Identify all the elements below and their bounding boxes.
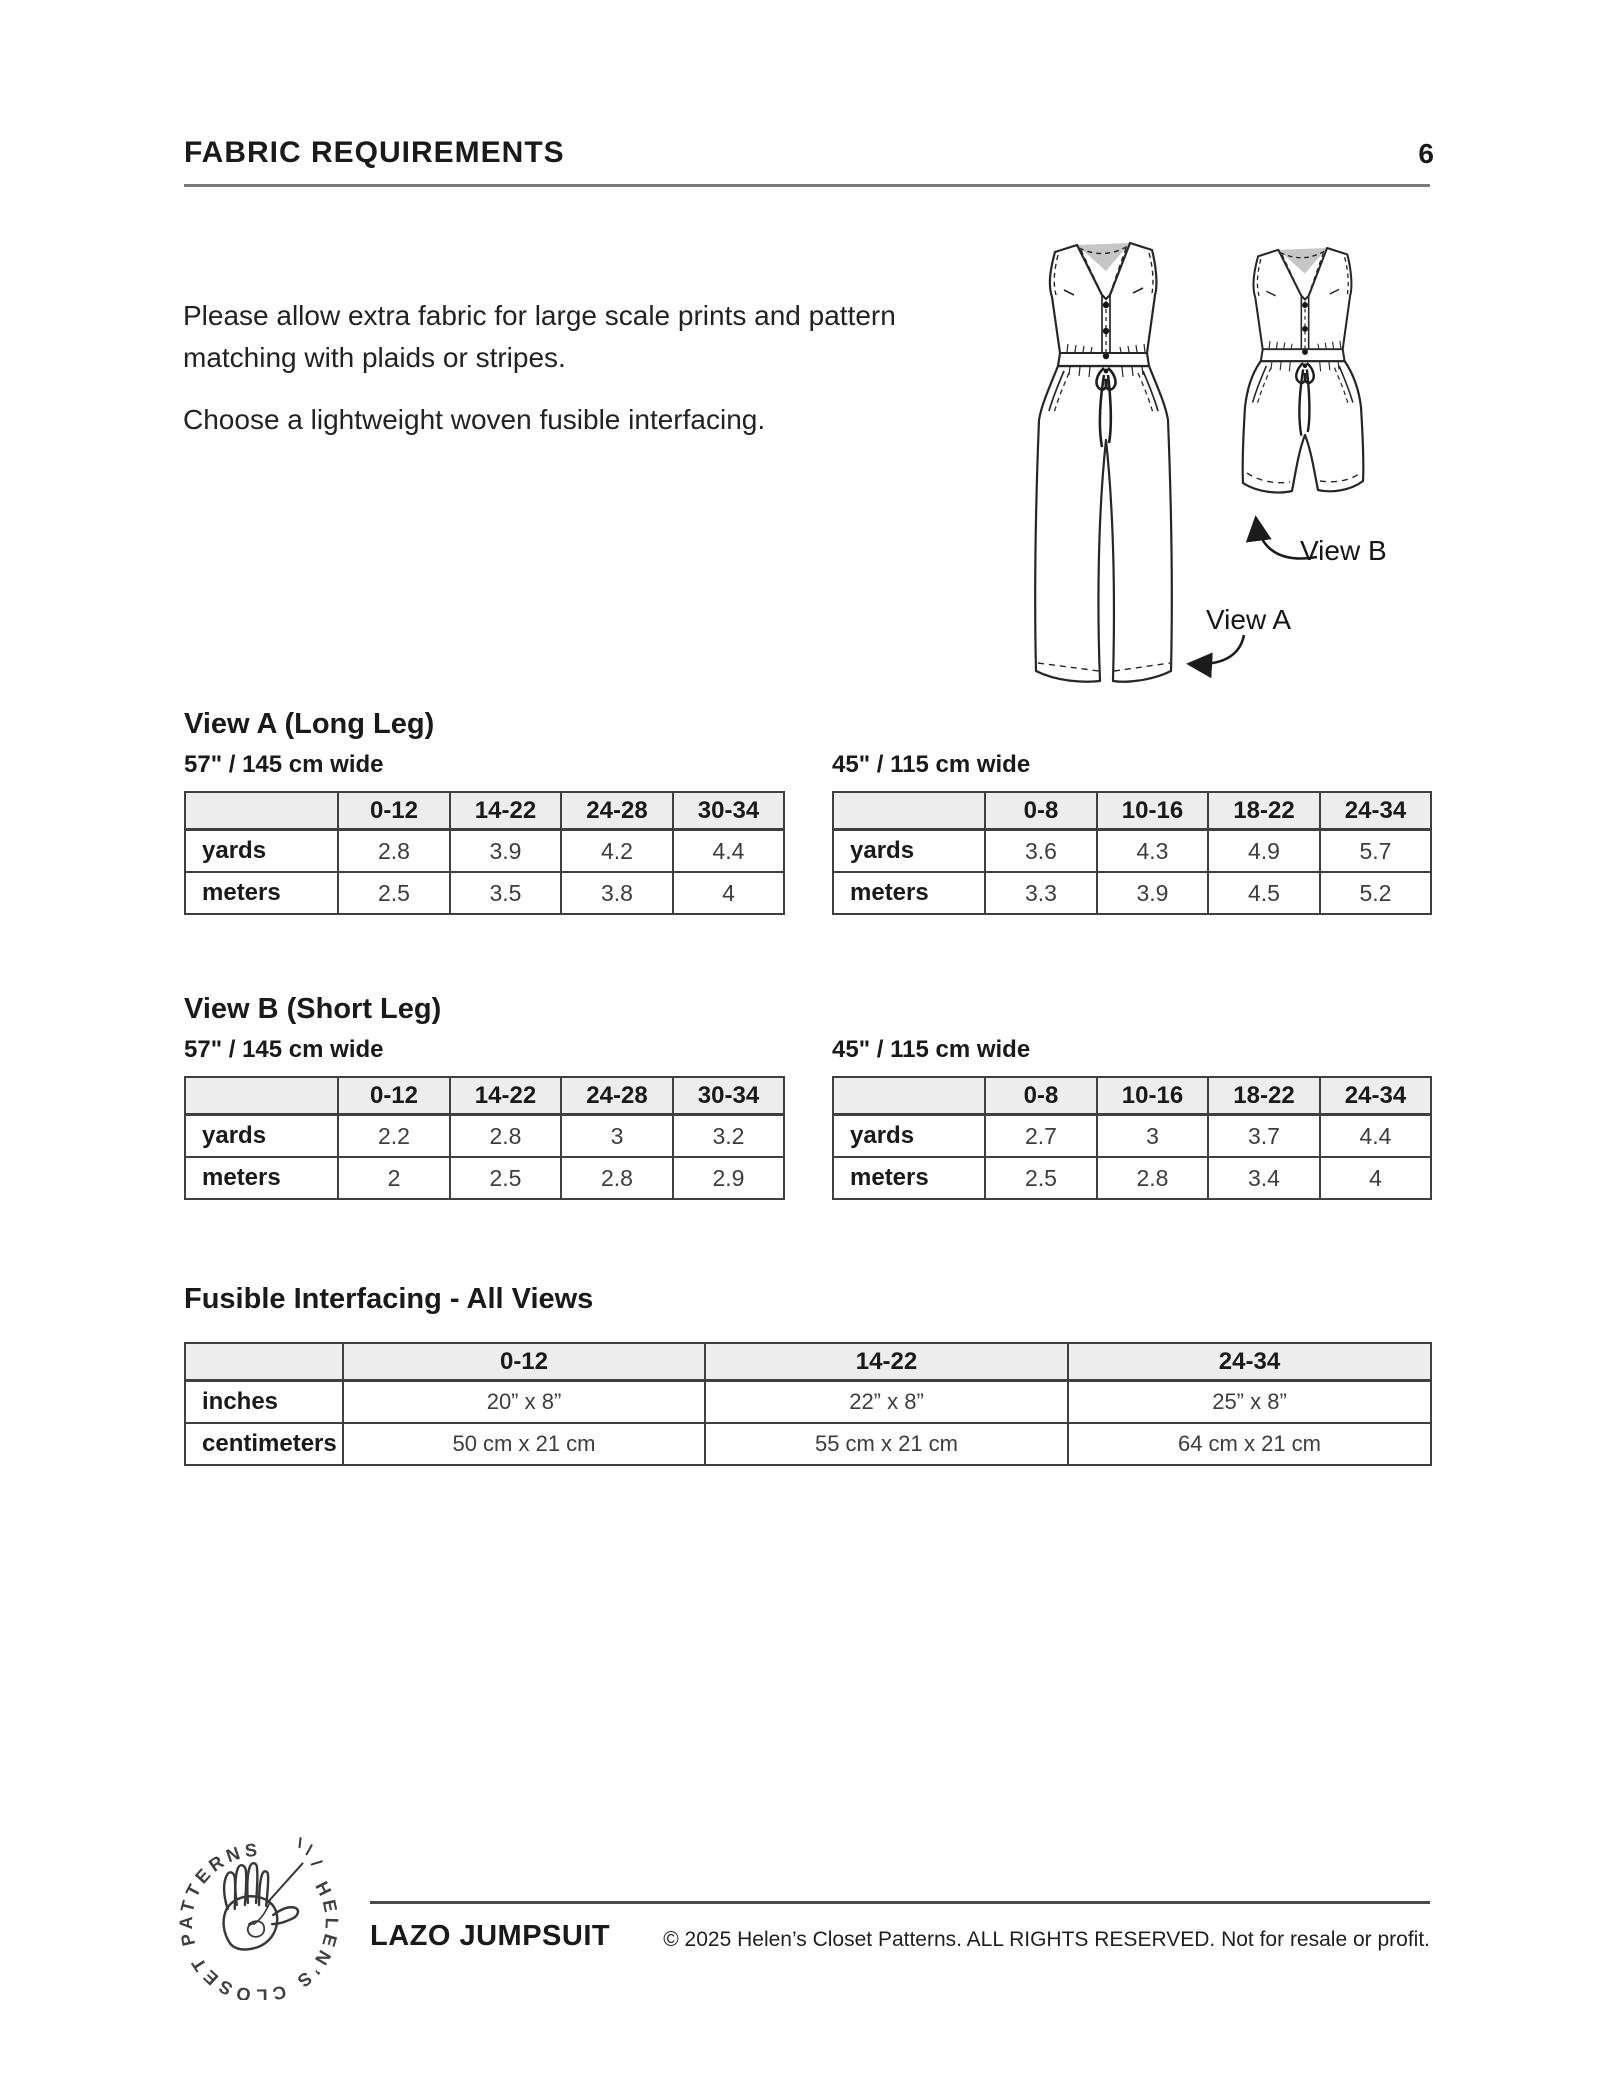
- view-b-drawing: [1243, 248, 1364, 492]
- table-row: [185, 1115, 784, 1158]
- fabric-amount-cell: 3.9: [450, 830, 561, 873]
- fabric-amount-cell: 4.4: [1320, 1115, 1431, 1158]
- fabric-amount-cell: 2.9: [673, 1157, 784, 1199]
- helens-closet-logo: [168, 1828, 340, 2000]
- header-divider: [184, 184, 1430, 187]
- view-a-57in-table-block: [184, 751, 783, 915]
- intro-text: [183, 295, 983, 461]
- section-heading-interfacing: Fusible Interfacing - All Views: [184, 1283, 594, 1315]
- row-label: centimeters: [185, 1423, 343, 1465]
- size-column-header: 24-34: [1068, 1343, 1431, 1381]
- size-column-header: 24-28: [561, 792, 673, 830]
- fabric-amount-cell: 5.2: [1320, 872, 1431, 914]
- row-label: meters: [833, 1157, 985, 1199]
- fabric-amount-cell: 2: [338, 1157, 450, 1199]
- logo-graphic: [168, 1828, 340, 2000]
- fabric-amount-cell: 4.9: [1208, 830, 1320, 873]
- size-column-header: 14-22: [450, 1077, 561, 1115]
- table-header-row: [185, 1343, 1431, 1381]
- row-label: yards: [185, 830, 338, 873]
- table-row: [833, 830, 1431, 873]
- fabric-amount-cell: 4.4: [673, 830, 784, 873]
- section-heading-view-a: View A (Long Leg): [184, 708, 435, 740]
- table-header-row: [833, 792, 1431, 830]
- size-column-header: 14-22: [450, 792, 561, 830]
- table-row: [185, 872, 784, 914]
- table-corner-cell: [185, 792, 338, 830]
- table-row: [185, 1381, 1431, 1424]
- jumpsuit-illustration: [1020, 235, 1430, 715]
- fabric-amount-cell: 2.5: [450, 1157, 561, 1199]
- row-label: inches: [185, 1381, 343, 1424]
- table-row: [185, 1157, 784, 1199]
- fabric-amount-cell: 3.2: [673, 1115, 784, 1158]
- view-a-45in-table-block: [832, 751, 1430, 915]
- fabric-amount-cell: 3.7: [1208, 1115, 1320, 1158]
- view-a-drawing: [1035, 243, 1172, 682]
- view-b-57in-table-block: [184, 1036, 783, 1200]
- intro-paragraph-1: Please allow extra fabric for large scale prints and pattern matching with plaids or stripes.: [183, 300, 896, 373]
- fabric-amount-cell: 2.8: [338, 830, 450, 873]
- interfacing-size-cell: 64 cm x 21 cm: [1068, 1423, 1431, 1465]
- table-row: [833, 872, 1431, 914]
- fabric-amount-cell: 2.5: [985, 1157, 1097, 1199]
- table-corner-cell: [185, 1077, 338, 1115]
- interfacing-table-block: [184, 1342, 1432, 1466]
- fabric-table-view-a-57: [184, 791, 785, 915]
- logo-circular-text: HELEN’S CLOSET PATTERNS: [175, 1839, 340, 2000]
- fabric-amount-cell: 4.2: [561, 830, 673, 873]
- section-heading-view-b: View B (Short Leg): [184, 993, 442, 1025]
- row-label: yards: [185, 1115, 338, 1158]
- jumpsuit-line-art: [1020, 235, 1430, 715]
- size-column-header: 0-8: [985, 1077, 1097, 1115]
- table-header-row: [185, 1077, 784, 1115]
- fabric-amount-cell: 2.7: [985, 1115, 1097, 1158]
- interfacing-size-cell: 22” x 8”: [705, 1381, 1068, 1424]
- interfacing-size-cell: 55 cm x 21 cm: [705, 1423, 1068, 1465]
- fabric-width-subheading: 57" / 145 cm wide: [184, 751, 384, 778]
- copyright-text: © 2025 Helen’s Closet Patterns. ALL RIGHTS RESERVED. Not for resale or profit.: [663, 1928, 1430, 1951]
- size-column-header: 0-12: [338, 1077, 450, 1115]
- row-label: meters: [833, 872, 985, 914]
- page-title: FABRIC REQUIREMENTS: [184, 136, 565, 169]
- pattern-name: LAZO JUMPSUIT: [370, 1920, 611, 1952]
- table-row: [185, 1423, 1431, 1465]
- table-row: [185, 830, 784, 873]
- fabric-amount-cell: 4.5: [1208, 872, 1320, 914]
- size-column-header: 14-22: [705, 1343, 1068, 1381]
- size-column-header: 0-12: [343, 1343, 705, 1381]
- fabric-amount-cell: 3.5: [450, 872, 561, 914]
- fabric-amount-cell: 2.8: [561, 1157, 673, 1199]
- interfacing-table: [184, 1342, 1432, 1466]
- fabric-amount-cell: 2.2: [338, 1115, 450, 1158]
- fabric-width-subheading: 45" / 115 cm wide: [832, 1036, 1031, 1063]
- interfacing-size-cell: 25” x 8”: [1068, 1381, 1431, 1424]
- fabric-table-view-b-57: [184, 1076, 785, 1200]
- table-row: [833, 1157, 1431, 1199]
- table-header-row: [185, 792, 784, 830]
- size-column-header: 18-22: [1208, 792, 1320, 830]
- table-row: [833, 1115, 1431, 1158]
- fabric-table-view-b-45: [832, 1076, 1432, 1200]
- view-b-45in-table-block: [832, 1036, 1430, 1200]
- size-column-header: 30-34: [673, 1077, 784, 1115]
- fabric-width-subheading: 57" / 145 cm wide: [184, 1036, 384, 1063]
- size-column-header: 18-22: [1208, 1077, 1320, 1115]
- size-column-header: 10-16: [1097, 792, 1208, 830]
- fabric-amount-cell: 3.8: [561, 872, 673, 914]
- table-header-row: [833, 1077, 1431, 1115]
- fabric-amount-cell: 3: [1097, 1115, 1208, 1158]
- table-corner-cell: [185, 1343, 343, 1381]
- size-column-header: 0-12: [338, 792, 450, 830]
- page-number: 6: [1418, 138, 1434, 169]
- fabric-amount-cell: 4: [1320, 1157, 1431, 1199]
- fabric-table-view-a-45: [832, 791, 1432, 915]
- size-column-header: 10-16: [1097, 1077, 1208, 1115]
- size-column-header: 24-28: [561, 1077, 673, 1115]
- size-column-header: 24-34: [1320, 792, 1431, 830]
- size-column-header: 30-34: [673, 792, 784, 830]
- fabric-amount-cell: 3.4: [1208, 1157, 1320, 1199]
- fabric-amount-cell: 3: [561, 1115, 673, 1158]
- row-label: meters: [185, 872, 338, 914]
- fabric-amount-cell: 3.3: [985, 872, 1097, 914]
- table-corner-cell: [833, 1077, 985, 1115]
- view-a-arrow: [1190, 635, 1244, 664]
- row-label: yards: [833, 1115, 985, 1158]
- fabric-amount-cell: 4: [673, 872, 784, 914]
- fabric-amount-cell: 2.8: [1097, 1157, 1208, 1199]
- size-column-header: 0-8: [985, 792, 1097, 830]
- interfacing-size-cell: 20” x 8”: [343, 1381, 705, 1424]
- fabric-amount-cell: 2.5: [338, 872, 450, 914]
- intro-paragraph-2: Choose a lightweight woven fusible interfacing.: [183, 404, 766, 435]
- fabric-amount-cell: 5.7: [1320, 830, 1431, 873]
- fabric-amount-cell: 3.6: [985, 830, 1097, 873]
- fabric-amount-cell: 2.8: [450, 1115, 561, 1158]
- view-b-label: View B: [1300, 535, 1387, 566]
- fabric-amount-cell: 3.9: [1097, 872, 1208, 914]
- interfacing-size-cell: 50 cm x 21 cm: [343, 1423, 705, 1465]
- row-label: meters: [185, 1157, 338, 1199]
- row-label: yards: [833, 830, 985, 873]
- view-a-label: View A: [1206, 604, 1292, 635]
- table-corner-cell: [833, 792, 985, 830]
- fabric-width-subheading: 45" / 115 cm wide: [832, 751, 1031, 778]
- fabric-amount-cell: 4.3: [1097, 830, 1208, 873]
- size-column-header: 24-34: [1320, 1077, 1431, 1115]
- footer-divider: [370, 1901, 1430, 1904]
